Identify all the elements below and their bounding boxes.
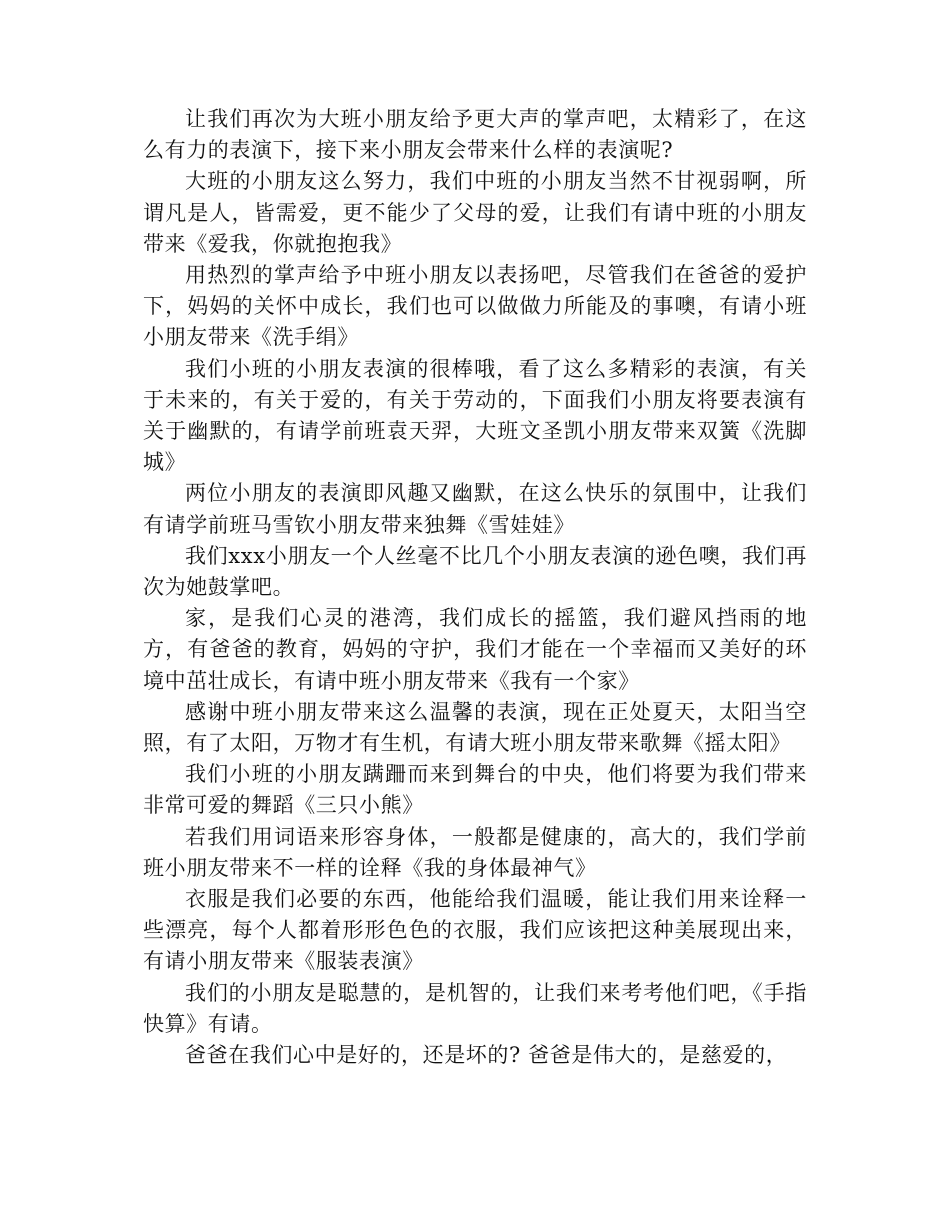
paragraph-8: 感谢中班小朋友带来这么温馨的表演，现在正处夏天，太阳当空照，有了太阳，万物才有生机，有请大班小朋友带来歌舞《摇太阳》 (143, 699, 807, 756)
paragraph-6: 我们xxx小朋友一个人丝毫不比几个小朋友表演的逊色噢，我们再次为她鼓掌吧。 (143, 543, 807, 600)
paragraph-12: 我们的小朋友是聪慧的，是机智的，让我们来考考他们吧，《手指快算》有请。 (143, 980, 807, 1036)
paragraph-9: 我们小班的小朋友蹒跚而来到舞台的中央，他们将要为我们带来非常可爱的舞蹈《三只小熊》 (143, 762, 807, 818)
paragraph-4: 我们小班的小朋友表演的很棒哦，看了这么多精彩的表演，有关于未来的，有关于爱的，有关于劳动的，下面我们小朋友将要表演有关于幽默的，有请学前班袁天羿，大班文圣凯小朋友带来双簧《洗脚城》 (143, 356, 807, 475)
paragraph-11: 衣服是我们必要的东西，他能给我们温暖，能让我们用来诠释一些漂亮，每个人都着形形色色的衣服，我们应该把这种美展现出来，有请小朋友带来《服装表演》 (143, 887, 807, 974)
paragraph-1: 让我们再次为大班小朋友给予更大声的掌声吧，太精彩了，在这么有力的表演下，接下来小朋友会带来什么样的表演呢? (143, 107, 807, 163)
paragraph-10: 若我们用词语来形容身体，一般都是健康的，高大的，我们学前班小朋友带来不一样的诠释《我的身体最神气》 (143, 824, 807, 880)
paragraph-3: 用热烈的掌声给予中班小朋友以表扬吧，尽管我们在爸爸的爱护下，妈妈的关怀中成长，我们也可以做做力所能及的事噢，有请小班小朋友带来《洗手绢》 (143, 263, 807, 350)
paragraph-7: 家，是我们心灵的港湾，我们成长的摇篮，我们避风挡雨的地方，有爸爸的教育，妈妈的守护，我们才能在一个幸福而又美好的环境中茁壮成长，有请中班小朋友带来《我有一个家》 (143, 606, 807, 693)
paragraph-2: 大班的小朋友这么努力，我们中班的小朋友当然不甘视弱啊，所谓凡是人，皆需爱，更不能少了父母的爱，让我们有请中班的小朋友带来《爱我，你就抱抱我》 (143, 169, 807, 256)
paragraph-13: 爸爸在我们心中是好的，还是坏的? 爸爸是伟大的，是慈爱的， (185, 1043, 788, 1068)
document-body (143, 104, 807, 1071)
paragraph-5: 两位小朋友的表演即风趣又幽默，在这么快乐的氛围中，让我们有请学前班马雪钦小朋友带来独舞《雪娃娃》 (143, 481, 807, 537)
